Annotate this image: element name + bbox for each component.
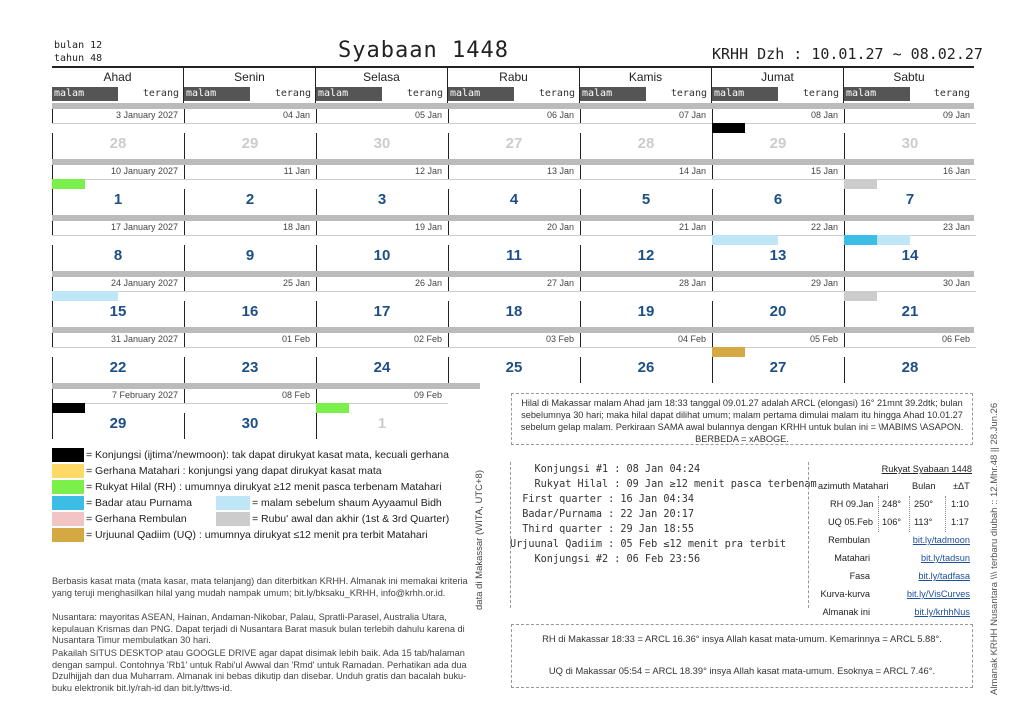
malam-gelap-label: malam	[448, 87, 514, 101]
cell-divider-top	[52, 277, 53, 291]
weekday-name: Rabu	[499, 70, 528, 84]
rk-col-divider-2	[909, 496, 910, 532]
cell-divider-mid	[52, 347, 184, 348]
day-cell[interactable]	[580, 277, 712, 327]
hijri-day-number: 11	[506, 247, 522, 264]
day-cell[interactable]	[52, 109, 184, 159]
gregorian-date: 04 Jan	[282, 110, 310, 120]
gregorian-date: 04 Feb	[677, 334, 706, 344]
legend-text: = Urjuunal Qadiim (UQ) : umumnya dirukyat ≤12 menit pra terbit Matahari	[86, 529, 428, 541]
weekday-header	[580, 68, 712, 103]
gregorian-date: 25 Jan	[282, 278, 310, 288]
legend-swatch	[52, 496, 84, 510]
cell-divider-top	[580, 277, 581, 291]
cell-divider-top	[52, 165, 53, 179]
cell-divider-mid	[52, 123, 184, 124]
gregorian-date: 03 Feb	[545, 334, 574, 344]
gregorian-date: 05 Feb	[809, 334, 838, 344]
tahun-label: tahun 48	[54, 53, 103, 64]
note-basis: Berbasis kasat mata (mata kasar, mata telanjang) dan diterbitkan KRHH. Almanak ini memakai kriteria yang teruji menghasilkan hilal yang mudah nampak umum; bit.ly/bksaku_KRHH, info@krhh.or.id.	[52, 576, 468, 598]
cell-divider-top	[712, 333, 713, 347]
gregorian-date: 29 Jan	[810, 278, 838, 288]
rk-rh-moon: 250°	[914, 499, 934, 509]
day-cell[interactable]	[316, 165, 448, 215]
hijri-day-number: 23	[241, 359, 259, 376]
cell-divider-mid	[448, 179, 580, 180]
day-cell[interactable]	[448, 109, 580, 159]
terang-label: terang	[802, 88, 839, 99]
rk-h-azimuth: azimuth Matahari	[818, 481, 889, 491]
cell-divider-top	[52, 333, 53, 347]
rukyat-link-label: Fasa	[849, 571, 870, 581]
gregorian-date: 3 January 2027	[115, 110, 178, 120]
rukyat-link-label: Almanak ini	[822, 607, 870, 617]
cell-divider-top	[448, 277, 449, 291]
day-cell[interactable]	[448, 221, 580, 271]
cell-divider-mid	[844, 347, 976, 348]
day-cell[interactable]	[184, 221, 316, 271]
legend-text: = Rukyat Hilal (RH) : umumnya dirukyat ≥12 menit pasca terbenam Matahari	[86, 481, 442, 493]
gregorian-date: 31 January 2027	[110, 334, 178, 344]
cell-divider-top	[316, 277, 317, 291]
cell-divider-top	[448, 109, 449, 123]
cell-divider-top	[448, 333, 449, 347]
cell-divider-top	[580, 221, 581, 235]
rukyat-link[interactable]: bit.ly/VisCurves	[906, 589, 970, 599]
rk-uq-moon: 113°	[914, 517, 933, 527]
gregorian-date: 05 Jan	[414, 110, 442, 120]
data-location-label: data di Makassar (WITA, UTC+8)	[474, 470, 485, 610]
cell-divider-top	[316, 221, 317, 235]
phase-marker	[712, 347, 745, 357]
hijri-day-number: 17	[373, 303, 391, 320]
event-line: First quarter : 16 Jan 04:34	[510, 494, 695, 505]
legend-text: = Badar atau Purnama	[86, 497, 192, 509]
legend-swatch	[52, 512, 84, 526]
events-divider-right	[808, 462, 809, 608]
weekday-header	[712, 68, 844, 103]
malam-gelap-label: malam	[52, 87, 118, 101]
day-cell[interactable]	[316, 277, 448, 327]
gregorian-date: 19 Jan	[414, 222, 442, 232]
terang-label: terang	[538, 88, 575, 99]
legend-swatch	[216, 496, 250, 510]
weekday-subheader	[844, 87, 974, 101]
day-cell[interactable]	[844, 277, 976, 327]
hijri-day-number: 27	[505, 135, 523, 152]
cell-divider-mid	[580, 123, 712, 124]
gregorian-date: 10 January 2027	[110, 166, 178, 176]
weekday-header	[844, 68, 974, 103]
gregorian-date: 20 Jan	[546, 222, 574, 232]
weekday-subheader	[184, 87, 315, 101]
legend-swatch	[52, 448, 84, 462]
gregorian-date: 23 Jan	[942, 222, 970, 232]
phase-marker	[844, 235, 877, 245]
cell-divider-mid	[316, 347, 448, 348]
malam-gelap-label: malam	[712, 87, 778, 101]
day-cell[interactable]	[712, 277, 844, 327]
terang-label: terang	[142, 88, 179, 99]
cell-divider-top	[316, 109, 317, 123]
malam-gelap-label: malam	[184, 87, 250, 101]
hijri-day-number: 26	[637, 359, 655, 376]
phase-marker	[844, 291, 877, 301]
cell-divider-top	[580, 109, 581, 123]
phase-marker	[877, 235, 910, 245]
cell-divider-mid	[316, 123, 448, 124]
cell-divider-mid	[580, 235, 712, 236]
gregorian-date: 06 Feb	[941, 334, 970, 344]
gregorian-date: 08 Feb	[281, 390, 310, 400]
legend-text: = Konjungsi (ijtima'/newmoon): tak dapat dirukyat kasat mata, kecuali gerhana	[86, 449, 449, 461]
gregorian-date: 08 Jan	[810, 110, 838, 120]
hijri-day-number: 4	[509, 191, 519, 208]
cell-divider-top	[184, 221, 185, 235]
weekday-subheader	[316, 87, 447, 101]
gregorian-date: 24 January 2027	[110, 278, 178, 288]
hijri-day-number: 29	[109, 415, 127, 432]
rukyat-link-row	[812, 603, 974, 621]
rukyat-link-label: Rembulan	[828, 535, 870, 545]
day-cell[interactable]	[844, 333, 976, 383]
phase-marker	[316, 403, 349, 413]
weekday-name: Sabtu	[893, 70, 925, 84]
cell-divider-mid	[316, 179, 448, 180]
rk-col-divider-3	[945, 496, 946, 532]
cell-divider-mid	[448, 123, 580, 124]
rukyat-link[interactable]: bit.ly/tadfasa	[918, 571, 970, 581]
gregorian-date: 09 Jan	[942, 110, 970, 120]
terang-label: terang	[670, 88, 707, 99]
day-cell[interactable]	[184, 277, 316, 327]
cell-divider-mid	[184, 235, 316, 236]
hijri-day-number: 24	[373, 359, 391, 376]
day-cell[interactable]	[844, 109, 976, 159]
hijri-day-number: 9	[245, 247, 255, 264]
gregorian-date: 02 Feb	[413, 334, 442, 344]
day-cell[interactable]	[316, 389, 448, 439]
rukyat-link-row	[812, 549, 974, 567]
cell-divider-top	[844, 165, 845, 179]
rk-uq-dt: 1:17	[951, 517, 969, 527]
arcl-uq-text: UQ di Makassar 05:54 = ARCL 18.39° insya Allah kasat mata-umum. Esoknya = ARCL 7.46°.	[548, 665, 936, 676]
rk-rh-label: RH 09.Jan	[830, 499, 874, 509]
gregorian-date: 7 February 2027	[111, 390, 178, 400]
malam-gelap-label: malam	[844, 87, 910, 101]
weekday-header	[448, 68, 580, 103]
cell-divider-top	[52, 389, 53, 403]
weekday-name: Ahad	[103, 70, 132, 84]
page-title: Syabaan 1448	[338, 38, 509, 63]
cell-divider-mid	[712, 179, 844, 180]
rukyat-table	[812, 462, 974, 621]
malam-gelap-label: malam	[316, 87, 382, 101]
day-cell[interactable]	[52, 333, 184, 383]
gregorian-date: 16 Jan	[942, 166, 970, 176]
rukyat-link-label: Kurva-kurva	[820, 589, 870, 599]
weekday-name: Selasa	[363, 70, 400, 84]
side-credit-label: Almanak KRHH Nusantara \\\ terbaru diubah :: 12.Mhr.48 || 28.Jun.26	[989, 402, 1000, 695]
rukyat-link[interactable]: bit.ly/tadsun	[920, 553, 970, 563]
day-cell[interactable]	[712, 109, 844, 159]
weekday-name: Kamis	[628, 70, 663, 84]
rk-col-divider-1	[878, 496, 879, 532]
hijri-day-number: 19	[637, 303, 655, 320]
cell-divider-mid	[52, 235, 184, 236]
hilal-info-box: Hilal di Makassar malam Ahad jam 18:33 tanggal 09.01.27 adalah ARCL (elongasi) 16° 21mnt 39.2dtk; bulan sebelumnya 30 hari; maka hilal dapat dilihat umum; malam pertama dimulai malam itu hingga Ahad 10.01.27 sebelum gelap malam. Perkiraan SAMA awal bulannya dengan KRHH untuk bulan ini = \MABIMS \ASAPON. BERBEDA = xABOGE.	[511, 393, 973, 445]
weekday-header	[316, 68, 448, 103]
cell-divider-mid	[712, 291, 844, 292]
cell-divider-mid	[316, 291, 448, 292]
hijri-day-number: 1	[377, 415, 387, 432]
hijri-day-number: 28	[109, 135, 127, 152]
day-cell[interactable]	[184, 165, 316, 215]
day-cell[interactable]	[52, 389, 184, 439]
legend-swatch	[52, 528, 84, 542]
cell-divider-mid	[448, 235, 580, 236]
event-line: Third quarter : 29 Jan 18:55	[510, 524, 695, 535]
krhh-range: KRHH Dzh : 10.01.27 ~ 08.02.27	[712, 45, 983, 63]
gregorian-date: 09 Feb	[413, 390, 442, 400]
hijri-day-number: 12	[637, 247, 655, 264]
hijri-day-number: 30	[373, 135, 391, 152]
weekday-subheader	[52, 87, 183, 101]
phase-marker	[52, 291, 118, 301]
cell-divider-top	[712, 109, 713, 123]
cell-divider-mid	[580, 291, 712, 292]
cell-divider-top	[844, 277, 845, 291]
hijri-day-number: 18	[505, 303, 523, 320]
hijri-day-number: 5	[641, 191, 651, 208]
hijri-day-number: 29	[769, 135, 787, 152]
hijri-day-number: 8	[113, 247, 123, 264]
cell-divider-top	[580, 333, 581, 347]
day-cell[interactable]	[316, 333, 448, 383]
legend-text: = Gerhana Matahari : konjungsi yang dapat dirukyat kasat mata	[86, 465, 382, 477]
cell-divider-mid	[448, 347, 580, 348]
rukyat-link[interactable]: bit.ly/krhhNus	[914, 607, 970, 617]
cell-divider-top	[580, 165, 581, 179]
day-cell[interactable]	[52, 221, 184, 271]
malam-gelap-label: malam	[580, 87, 646, 101]
day-cell[interactable]	[448, 333, 580, 383]
weekday-name: Senin	[234, 70, 265, 84]
rk-uq-label: UQ 05.Feb	[828, 517, 873, 527]
legend-swatch	[52, 464, 84, 478]
hijri-day-number: 2	[245, 191, 255, 208]
rk-h-dt: ±ΔT	[953, 481, 970, 491]
cell-divider-mid	[580, 179, 712, 180]
gregorian-date: 06 Jan	[546, 110, 574, 120]
hijri-day-number: 6	[773, 191, 783, 208]
gregorian-date: 14 Jan	[678, 166, 706, 176]
hijri-day-number: 14	[901, 247, 919, 264]
gregorian-date: 22 Jan	[810, 222, 838, 232]
rukyat-link[interactable]: bit.ly/tadmoon	[912, 535, 970, 545]
terang-label: terang	[406, 88, 443, 99]
legend-swatch	[216, 512, 250, 526]
day-cell[interactable]	[580, 221, 712, 271]
cell-divider-top	[316, 389, 317, 403]
hijri-day-number: 20	[769, 303, 787, 320]
hijri-day-number: 10	[373, 247, 391, 264]
hijri-day-number: 30	[241, 415, 259, 432]
cell-divider-top	[448, 165, 449, 179]
rukyat-title: Rukyat Syabaan 1448	[881, 464, 972, 474]
cell-divider-top	[844, 109, 845, 123]
rk-rh-dt: 1:10	[951, 499, 969, 509]
gregorian-date: 01 Feb	[281, 334, 310, 344]
arcl-info-box	[511, 624, 973, 688]
hijri-day-number: 27	[769, 359, 787, 376]
cell-divider-top	[52, 109, 53, 123]
rk-h-bulan: Bulan	[912, 481, 936, 491]
phase-marker	[712, 123, 745, 133]
gregorian-date: 12 Jan	[414, 166, 442, 176]
events-list	[510, 462, 817, 567]
hijri-day-number: 3	[377, 191, 387, 208]
arcl-rh-text: RH di Makassar 18:33 = ARCL 16.36° insya Allah kasat mata-umum. Kemarinnya = ARCL 5.88°.	[542, 633, 942, 644]
day-cell[interactable]	[844, 165, 976, 215]
gregorian-date: 15 Jan	[810, 166, 838, 176]
day-cell[interactable]	[448, 277, 580, 327]
gregorian-date: 28 Jan	[678, 278, 706, 288]
hijri-day-number: 30	[901, 135, 919, 152]
hijri-day-number: 28	[637, 135, 655, 152]
legend-text: = malam sebelum shaum Ayyaamul Bidh	[252, 497, 442, 509]
cell-divider-top	[844, 221, 845, 235]
gregorian-date: 13 Jan	[546, 166, 574, 176]
hijri-day-number: 28	[901, 359, 919, 376]
rk-uq-sun: 106°	[882, 517, 902, 527]
cell-divider-mid	[844, 123, 976, 124]
cell-divider-mid	[184, 347, 316, 348]
day-cell[interactable]	[316, 109, 448, 159]
cell-divider-mid	[184, 403, 316, 404]
hijri-day-number: 1	[113, 191, 123, 208]
day-cell[interactable]	[712, 333, 844, 383]
terang-label: terang	[274, 88, 311, 99]
hijri-day-number: 21	[901, 303, 919, 320]
cell-divider-top	[184, 333, 185, 347]
hijri-day-number: 25	[505, 359, 523, 376]
rukyat-link-row	[812, 531, 974, 549]
cell-divider-mid	[316, 235, 448, 236]
gregorian-date: 30 Jan	[942, 278, 970, 288]
cell-divider-top	[448, 221, 449, 235]
day-cell[interactable]	[712, 165, 844, 215]
gregorian-date: 27 Jan	[546, 278, 574, 288]
rukyat-link-row	[812, 567, 974, 585]
phase-marker	[844, 179, 877, 189]
cell-divider-mid	[448, 291, 580, 292]
hijri-day-number: 15	[109, 303, 127, 320]
day-cell[interactable]	[712, 221, 844, 271]
event-line: Konjungsi #2 : 06 Feb 23:56	[510, 554, 701, 565]
hijri-day-number: 22	[109, 359, 127, 376]
day-cell[interactable]	[52, 277, 184, 327]
gregorian-date: 18 Jan	[282, 222, 310, 232]
weekday-subheader	[448, 87, 579, 101]
hijri-day-number: 7	[905, 191, 915, 208]
phase-marker	[712, 235, 778, 245]
event-line: Badar/Purnama : 22 Jan 20:17	[510, 509, 695, 520]
cell-divider-top	[184, 389, 185, 403]
event-line: Rukyat Hilal : 09 Jan ≥12 menit pasca terbenam	[510, 479, 817, 490]
gregorian-date: 17 January 2027	[110, 222, 178, 232]
terang-label: terang	[933, 88, 970, 99]
gregorian-date: 07 Jan	[678, 110, 706, 120]
day-cell[interactable]	[448, 165, 580, 215]
cell-divider-mid	[184, 179, 316, 180]
cell-divider-top	[712, 277, 713, 291]
rukyat-link-row	[812, 585, 974, 603]
hijri-day-number: 16	[241, 303, 259, 320]
events-divider-left	[510, 462, 511, 608]
legend-swatch	[52, 480, 84, 494]
cell-divider-top	[712, 165, 713, 179]
day-cell[interactable]	[580, 333, 712, 383]
gregorian-date: 11 Jan	[283, 166, 310, 176]
day-cell[interactable]	[580, 109, 712, 159]
day-cell[interactable]	[184, 389, 316, 439]
day-cell[interactable]	[52, 165, 184, 215]
event-line: Konjungsi #1 : 08 Jan 04:24	[510, 464, 701, 475]
day-cell[interactable]	[844, 221, 976, 271]
note-download: Pakailah SITUS DESKTOP atau GOOGLE DRIVE agar dapat disimak lebih baik. Ada 15 tab/halaman dengan sampul. Contohnya 'Rb1' untuk Rabi'ul Awwal dan 'Rmd' untuk Ramadan. Perhatikan ada dua Dzulhijjah dan dua Muharram. Almanak ini bebas dikutip dan disebar. Unduh gratis dan bacalah buku-buku elektronik bit.ly/rah-id dan bit.ly/ttws-id.	[52, 648, 467, 693]
cell-divider-top	[316, 165, 317, 179]
rk-rh-sun: 248°	[882, 499, 902, 509]
cell-divider-top	[184, 277, 185, 291]
event-line: Urjuunal Qadiim : 05 Feb ≤12 menit pra terbit	[510, 539, 787, 550]
bulan-label: bulan 12	[54, 40, 103, 51]
cell-divider-mid	[184, 291, 316, 292]
gregorian-date: 26 Jan	[414, 278, 442, 288]
cell-divider-top	[316, 333, 317, 347]
day-cell[interactable]	[184, 333, 316, 383]
cell-divider-top	[52, 221, 53, 235]
weekday-subheader	[580, 87, 711, 101]
cell-divider-top	[184, 165, 185, 179]
note-nusantara: Nusantara: mayoritas ASEAN, Hainan, Andaman-Nikobar, Palau, Spratli-Parasel, Australia Utara, kepulauan Krismas dan PNG. Dapat terjadi di Nusantara Barat masuk bulan terlebih dahulu karena di Nusantara Timur membulatkan 30 hari.	[52, 612, 465, 645]
weekday-header	[184, 68, 316, 103]
cell-divider-mid	[580, 347, 712, 348]
cell-divider-top	[712, 221, 713, 235]
legend-text: = Gerhana Rembulan	[86, 513, 187, 525]
weekday-header	[52, 68, 184, 103]
day-cell[interactable]	[184, 109, 316, 159]
month-year-label	[54, 39, 102, 65]
day-cell[interactable]	[316, 221, 448, 271]
cell-divider-top	[184, 109, 185, 123]
phase-marker	[52, 403, 85, 413]
weekday-subheader	[712, 87, 843, 101]
day-cell[interactable]	[580, 165, 712, 215]
phase-marker	[52, 179, 85, 189]
cell-divider-mid	[184, 123, 316, 124]
gregorian-date: 21 Jan	[678, 222, 706, 232]
cell-divider-top	[844, 333, 845, 347]
weekday-name: Jumat	[761, 70, 794, 84]
legend-text: = Rubu' awal dan akhir (1st & 3rd Quarter)	[252, 513, 450, 525]
rukyat-link-label: Matahari	[834, 553, 870, 563]
hijri-day-number: 29	[241, 135, 259, 152]
hijri-day-number: 13	[769, 247, 787, 264]
